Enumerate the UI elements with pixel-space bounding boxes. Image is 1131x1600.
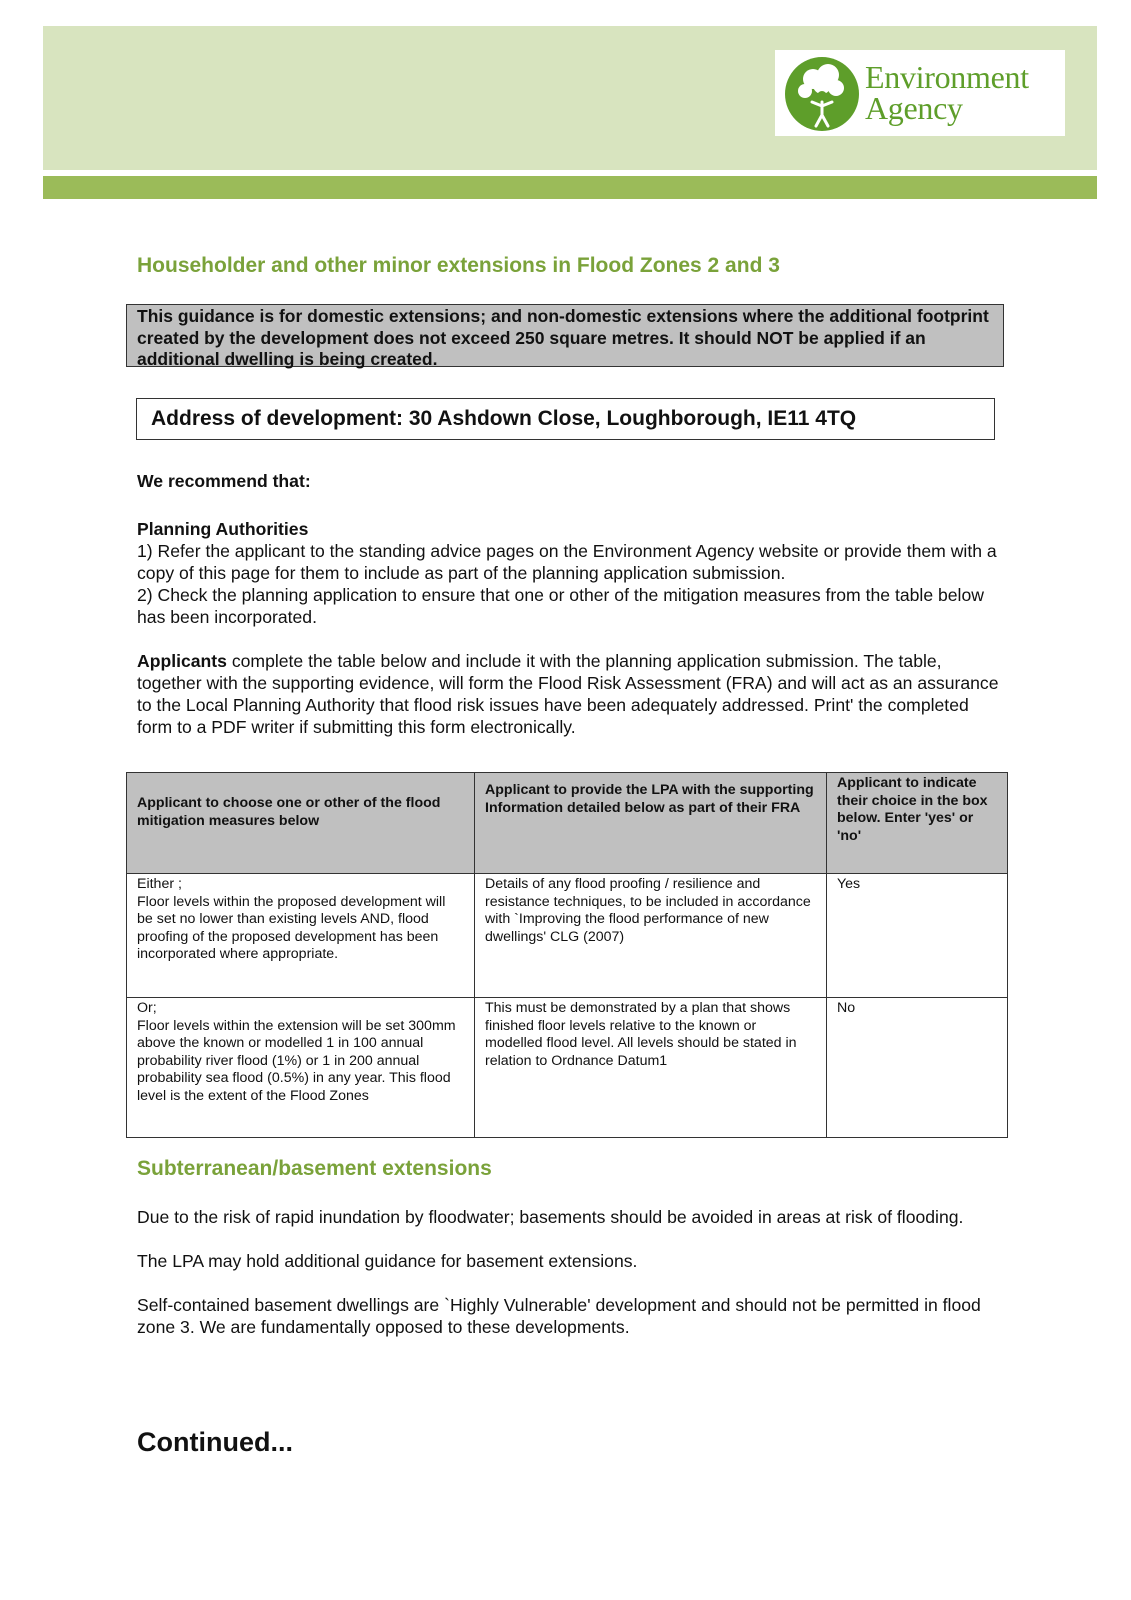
continued-label: Continued... — [137, 1427, 293, 1457]
basement-paragraph-1: Due to the risk of rapid inundation by floodwater; basements should be avoided in areas at risk of flooding. — [137, 1207, 964, 1227]
flood-mitigation-table — [126, 772, 1008, 1138]
basement-heading: Subterranean/basement extensions — [137, 1157, 492, 1180]
measure-text: Floor levels within the proposed development will be set no lower than existing levels AND, flood proofing of the proposed development has been incorporated where appropriate. — [137, 893, 446, 962]
logo-wordmark — [865, 59, 1029, 126]
supporting-info-cell: Details of any flood proofing / resilience and resistance techniques, to be included in accordance with `Improving the flood performance of new dwellings' CLG (2007) — [475, 874, 827, 998]
logo-line-2: Agency — [865, 90, 963, 126]
basement-paragraph-2: The LPA may hold additional guidance for basement extensions. — [137, 1251, 638, 1271]
table-header-measures: Applicant to choose one or other of the flood mitigation measures below — [127, 773, 475, 874]
basement-paragraph-3: Self-contained basement dwellings are `Highly Vulnerable' development and should not be permitted in flood zone 3. We are fundamentally opposed to these developments. — [137, 1295, 981, 1337]
table-row — [127, 998, 1008, 1138]
table-header-row — [127, 773, 1008, 874]
applicants-lead: Applicants — [137, 651, 227, 671]
table-header-choice: Applicant to indicate their choice in the box below. Enter 'yes' or 'no' — [827, 773, 1008, 874]
header-band — [43, 176, 1097, 199]
measure-lead: Either ; — [137, 876, 182, 892]
development-address: Address of development: 30 Ashdown Close, Loughborough, IE11 4TQ — [136, 398, 995, 440]
planning-item-1: 1) Refer the applicant to the standing advice pages on the Environment Agency website or provide them with a copy of this page for them to include as part of the planning application submission. — [137, 541, 997, 583]
table-header-supporting-info: Applicant to provide the LPA with the supporting Information detailed below as part of their FRA — [475, 773, 827, 874]
tree-figure-icon — [783, 55, 861, 133]
measure-cell — [127, 998, 475, 1138]
recommend-heading: We recommend that: — [137, 471, 311, 491]
applicants-text: complete the table below and include it with the planning application submission. The table, together with the supporting evidence, will form the Flood Risk Assessment (FRA) and will act as an assurance to the Local Planning Authority that flood risk issues have been adequately addressed. Print' the completed form to a PDF writer if submitting this form electronically. — [137, 651, 999, 737]
measure-cell — [127, 874, 475, 998]
measure-text: Floor levels within the extension will be set 300mm above the known or modelled 1 in 100 annual probability river flood (1%) or 1 in 200 annual probability sea flood (0.5%) in any year. This flood level is the extent of the Flood Zones — [137, 1017, 456, 1104]
planning-item-2: 2) Check the planning application to ensure that one or other of the mitigation measures from the table below has been incorporated. — [137, 585, 984, 627]
supporting-info-cell: This must be demonstrated by a plan that shows finished floor levels relative to the known or modelled flood level. All levels should be stated in relation to Ordnance Datum1 — [475, 998, 827, 1138]
environment-agency-logo — [775, 50, 1065, 136]
planning-authorities-heading: Planning Authorities — [137, 519, 309, 539]
guidance-notice: This guidance is for domestic extensions; and non-domestic extensions where the additional footprint created by the development does not exceed 250 square metres. It should NOT be applied if an additional dwelling is being created. — [126, 304, 1004, 367]
measure-lead: Or; — [137, 1000, 157, 1016]
logo-line-1: Environment — [865, 59, 1029, 95]
choice-cell[interactable]: No — [827, 998, 1008, 1138]
page-title: Householder and other minor extensions in Flood Zones 2 and 3 — [137, 254, 780, 277]
planning-authorities-section — [137, 518, 1007, 628]
table-row — [127, 874, 1008, 998]
applicants-paragraph — [137, 650, 1007, 738]
choice-cell[interactable]: Yes — [827, 874, 1008, 998]
